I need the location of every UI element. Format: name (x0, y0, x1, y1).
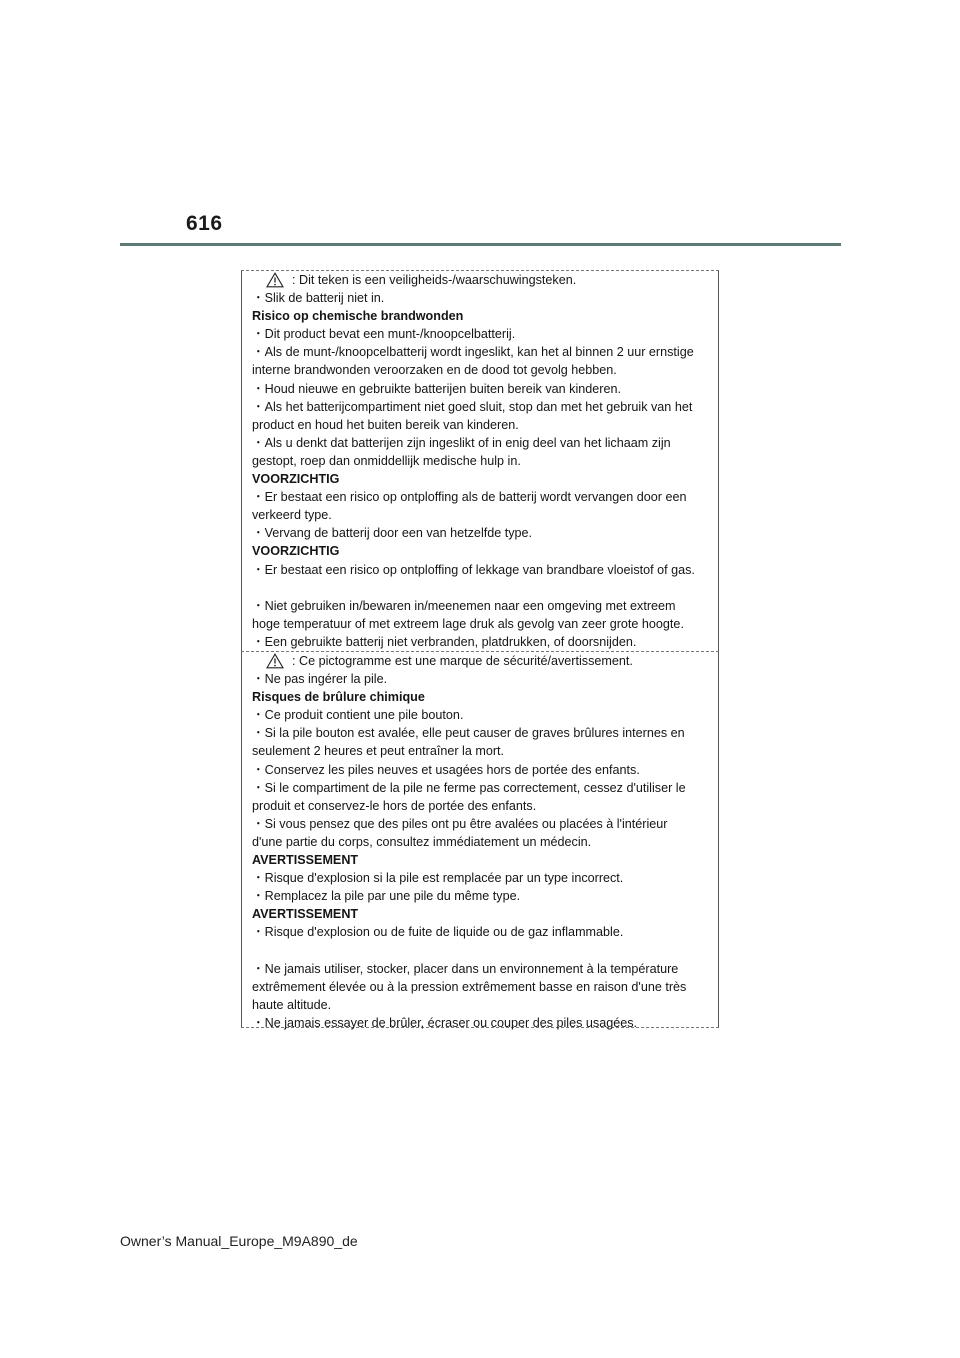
footer-manual-id: Owner’s Manual_Europe_M9A890_de (120, 1233, 358, 1249)
notice-line: ・Si vous pensez que des piles ont pu être avalées ou placées à l'intérieur (252, 816, 668, 831)
notice-line: ・Remplacez la pile par une pile du même type. (252, 889, 521, 904)
section-heading: VOORZICHTIG (252, 544, 340, 559)
notice-line (252, 942, 710, 960)
notice-line: ・Als het batterijcompartiment niet goed sluit, stop dan met het gebruik van het (252, 399, 693, 414)
notice-line: ・Ne jamais essayer de brûler, écraser ou couper des piles usagées. (252, 1015, 638, 1030)
notice-line (252, 579, 710, 597)
notice-line: ・Si le compartiment de la pile ne ferme pas correctement, cessez d'utiliser le (252, 780, 686, 795)
pictogram-legend-text: : Ce pictogramme est une marque de sécurité/avertissement. (292, 654, 633, 668)
notice-line: produit et conservez-le hors de portée des enfants. (252, 798, 537, 813)
notice-line: ・Een gebruikte batterij niet verbranden, platdrukken, of doorsnijden. (252, 634, 637, 649)
notice-line: ・Risque d'explosion ou de fuite de liquide ou de gaz inflammable. (252, 925, 624, 940)
notice-line: verkeerd type. (252, 508, 332, 523)
notice-line: ・Si la pile bouton est avalée, elle peut causer de graves brûlures internes en (252, 726, 685, 741)
notice-line: haute altitude. (252, 997, 332, 1012)
warning-notice-french (241, 651, 719, 1028)
notice-line: ・Vervang de batterij door een van hetzelfde type. (252, 526, 533, 541)
notice-line: ・Als u denkt dat batterijen zijn ingeslikt of in enig deel van het lichaam zijn (252, 435, 671, 450)
warning-triangle-icon (266, 653, 284, 669)
notice-line: ・Er bestaat een risico op ontploffing als de batterij wordt vervangen door een (252, 490, 687, 505)
notice-line: gestopt, roep dan onmiddellijk medische hulp in. (252, 453, 521, 468)
notice-line: d'une partie du corps, consultez immédiatement un médecin. (252, 834, 592, 849)
header-rule (120, 243, 841, 246)
pictogram-legend-text: : Dit teken is een veiligheids-/waarschuwingsteken. (292, 273, 577, 287)
notice-line: ・Slik de batterij niet in. (252, 291, 385, 306)
notice-line: seulement 2 heures et peut entraîner la mort. (252, 744, 505, 759)
pictogram-legend (252, 271, 710, 289)
notice-line: ・Ne pas ingérer la pile. (252, 672, 388, 687)
notice-line: ・Ce produit contient une pile bouton. (252, 708, 464, 723)
notice-line: ・Dit product bevat een munt-/knoopcelbatterij. (252, 327, 516, 342)
notice-line: ・Als de munt-/knoopcelbatterij wordt ingeslikt, kan het al binnen 2 uur ernstige (252, 345, 694, 360)
warning-notice-dutch (241, 270, 719, 651)
notice-line: ・Ne jamais utiliser, stocker, placer dans un environnement à la température (252, 961, 679, 976)
section-heading: Risico op chemische brandwonden (252, 309, 464, 324)
section-heading: AVERTISSEMENT (252, 853, 359, 868)
section-heading: AVERTISSEMENT (252, 907, 359, 922)
warning-triangle-icon (266, 272, 284, 288)
notice-line: ・Risque d'explosion si la pile est remplacée par un type incorrect. (252, 871, 624, 886)
section-heading: VOORZICHTIG (252, 472, 340, 487)
notice-line: ・Niet gebruiken in/bewaren in/meenemen naar een omgeving met extreem (252, 598, 676, 613)
notice-line: product en houd het buiten bereik van kinderen. (252, 417, 519, 432)
pictogram-legend (252, 652, 710, 670)
notice-line: ・Er bestaat een risico op ontploffing of lekkage van brandbare vloeistof of gas. (252, 562, 695, 577)
notice-line: extrêmement élevée ou à la pression extrêmement basse en raison d'une très (252, 979, 687, 994)
page-number: 616 (186, 212, 223, 235)
notice-line: interne brandwonden veroorzaken en de dood tot gevolg hebben. (252, 363, 617, 378)
notice-line: ・Houd nieuwe en gebruikte batterijen buiten bereik van kinderen. (252, 381, 621, 396)
notice-line: hoge temperatuur of met extreem lage druk als gevolg van zeer grote hoogte. (252, 616, 684, 631)
notice-line: ・Conservez les piles neuves et usagées hors de portée des enfants. (252, 762, 640, 777)
section-heading: Risques de brûlure chimique (252, 690, 425, 705)
